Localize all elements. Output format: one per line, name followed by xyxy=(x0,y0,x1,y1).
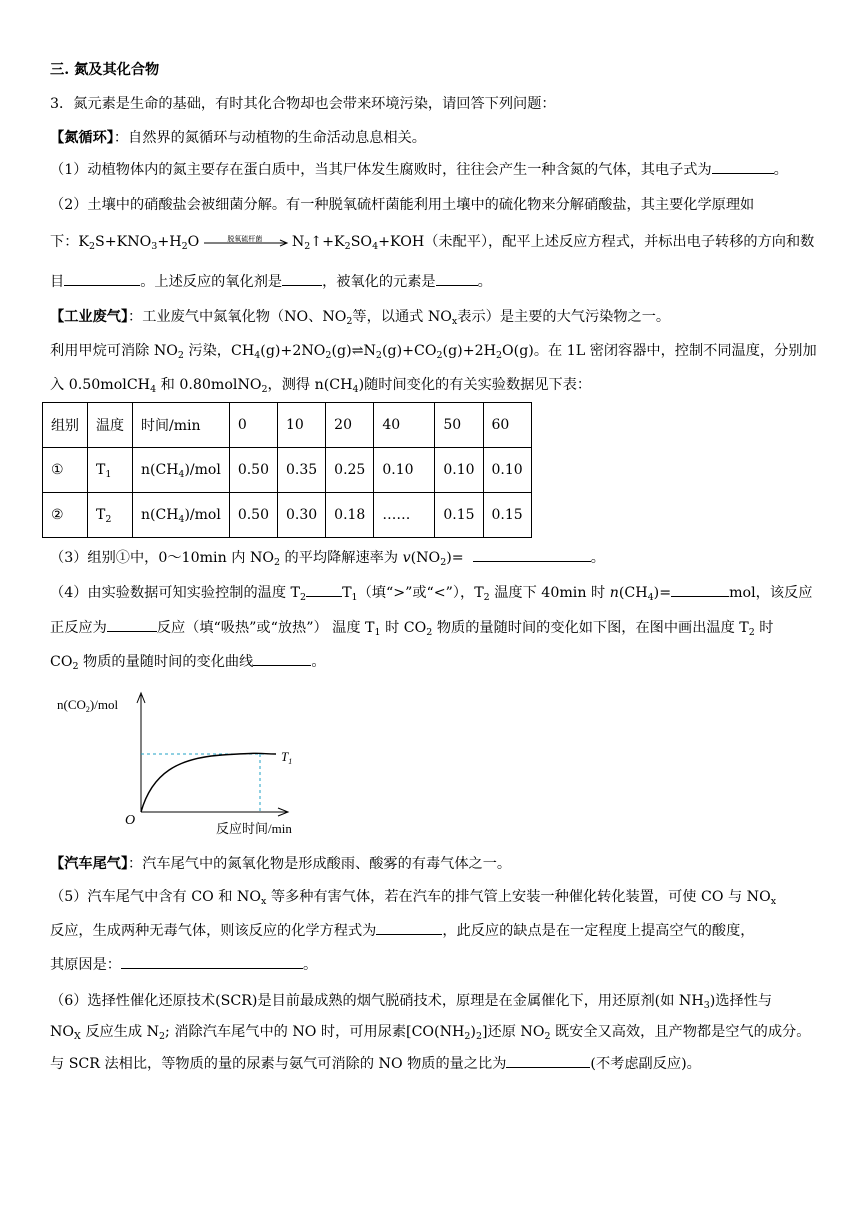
section-title: 三. 氮及其化合物 xyxy=(50,62,160,78)
table-cell xyxy=(88,448,133,493)
sub: 3 xyxy=(151,241,158,252)
text: )= xyxy=(653,585,672,601)
sub: 2 xyxy=(475,1031,483,1042)
sub: 2 xyxy=(426,627,433,638)
table-cell: 0.15 xyxy=(483,493,531,538)
part4-line1 xyxy=(50,583,812,603)
text: 目 xyxy=(50,274,65,290)
table-cell: 0.10 xyxy=(483,448,531,493)
table-cell: …… xyxy=(374,493,435,538)
table-cell: 0.30 xyxy=(278,493,326,538)
industry-line1 xyxy=(50,307,670,327)
sub: 2 xyxy=(464,1031,471,1042)
table-cell: ① xyxy=(43,448,88,493)
answer-blank-4a[interactable] xyxy=(306,583,342,597)
text: ) xyxy=(470,1024,476,1040)
part6-line1 xyxy=(50,991,772,1011)
text: （4）由实验数据可知实验控制的温度 T xyxy=(50,585,301,601)
text: 时 CO xyxy=(380,620,427,636)
text: 等，以通式 NO xyxy=(352,309,452,325)
table-header-cell: 0 xyxy=(229,403,277,448)
origin-label: O xyxy=(125,813,136,828)
x-axis-label: 反应时间/min xyxy=(216,821,292,836)
table-header-cell: 50 xyxy=(435,403,483,448)
sub: 2 xyxy=(177,350,184,361)
text: 反应生成 N xyxy=(80,1024,159,1040)
question-intro: 3．氮元素是生命的基础，有时其化合物却也会带来环境污染，请回答下列问题： xyxy=(50,96,556,112)
sub: 2 xyxy=(181,241,188,252)
table-cell xyxy=(88,493,133,538)
table-header-row xyxy=(43,403,532,448)
sub: 4 xyxy=(372,241,379,252)
table-cell: ② xyxy=(43,493,88,538)
table-cell: 0.10 xyxy=(435,448,483,493)
text: ，被氧化的元素是 xyxy=(322,274,436,290)
table-row xyxy=(43,493,532,538)
part2-line1: （2）土壤中的硝酸盐会被细菌分解。有一种脱氧硫杆菌能利用土壤中的硫化物来分解硝酸盐，其主要化学原理如 xyxy=(50,197,755,213)
text: ，此反应的缺点是在一定程度上提高空气的酸度， xyxy=(442,923,755,939)
sub: 2 xyxy=(274,557,281,568)
sub: 1 xyxy=(105,469,112,480)
part5-line1 xyxy=(50,887,776,907)
table-cell: 0.50 xyxy=(229,493,277,538)
sub: 2 xyxy=(72,661,79,672)
sub: 2 xyxy=(344,241,351,252)
text: )随时间变化的有关实验数据见下表： xyxy=(358,377,592,393)
text: )选择性与 xyxy=(709,993,773,1009)
text: 和 0.80molNO xyxy=(156,377,262,393)
table-header-cell: 60 xyxy=(483,403,531,448)
reaction-arrow xyxy=(204,235,292,249)
text: T xyxy=(342,585,352,601)
part6-line2 xyxy=(50,1022,810,1042)
sub: 2 xyxy=(748,627,755,638)
sub: 2 xyxy=(325,350,332,361)
data-table xyxy=(42,402,532,538)
cell-text: T xyxy=(96,507,106,523)
text: ：工业废气中氮氧化物（NO、NO xyxy=(128,309,347,325)
text: (g)+2H xyxy=(442,343,496,359)
table-cell: 0.18 xyxy=(326,493,374,538)
sub: 2 xyxy=(105,514,112,525)
table-cell xyxy=(133,448,230,493)
text: (g) xyxy=(331,343,352,359)
table-header-cell: 40 xyxy=(374,403,435,448)
table-cell: 0.10 xyxy=(374,448,435,493)
cell-text: T xyxy=(96,462,106,478)
nitrogen-cycle-heading: 【氮循环】 xyxy=(50,130,114,146)
text: mol，该反应 xyxy=(729,585,813,601)
text: CO xyxy=(50,654,73,670)
arrow-condition-label: 脱氧硫杆菌 xyxy=(227,235,263,243)
text: )= xyxy=(446,550,464,566)
text: ]还原 NO xyxy=(482,1024,545,1040)
part3-line xyxy=(50,548,605,568)
answer-blank-3[interactable] xyxy=(473,548,591,562)
car-exhaust-heading: 【汽车尾气】 xyxy=(50,856,129,872)
sub: 3 xyxy=(703,1000,710,1011)
answer-blank-6[interactable] xyxy=(506,1054,590,1068)
sub: 2 xyxy=(436,350,443,361)
sub: 4 xyxy=(254,350,261,361)
answer-blank-5b[interactable] xyxy=(121,955,303,969)
table-cell: 0.35 xyxy=(278,448,326,493)
part4-line3 xyxy=(50,652,326,672)
sub: 4 xyxy=(150,384,157,395)
text: ，测得 n(CH xyxy=(267,377,353,393)
text: 正反应为 xyxy=(50,620,107,636)
part1-end: 。 xyxy=(773,162,788,178)
table-cell xyxy=(133,493,230,538)
part4-line2 xyxy=(50,618,773,638)
part2-line3 xyxy=(50,272,492,292)
text: 等多种有害气体，若在汽车的排气管上安装一种催化转化装置，可使 CO 与 NO xyxy=(266,889,771,905)
table-header-cell: 时间/min xyxy=(133,403,230,448)
industry-line2 xyxy=(50,341,817,361)
eq-text: N xyxy=(291,234,305,250)
sub: 2 xyxy=(483,592,490,603)
text: 温度下 40min 时 xyxy=(489,585,610,601)
text: 的平均降解速率为 xyxy=(280,550,403,566)
text: 。 xyxy=(311,654,326,670)
arrow-icon xyxy=(204,239,292,247)
industry-line3 xyxy=(50,375,591,395)
table-header-cell: 10 xyxy=(278,403,326,448)
text: 利用甲烷可消除 NO xyxy=(50,343,178,359)
text: 。上述反应的氧化剂是 xyxy=(140,274,283,290)
y-axis-label: $n(CO_2)$/mol xyxy=(57,697,119,714)
text: 反应，生成两种无毒气体，则该反应的化学方程式为 xyxy=(50,923,377,939)
text: (g)+2NO xyxy=(260,343,326,359)
text: （6）选择性催化还原技术(SCR)是目前最成熟的烟气脱硝技术，原理是在金属催化下，用还原剂(如 NH xyxy=(50,993,704,1009)
table-cell: 0.50 xyxy=(229,448,277,493)
part1-text: （1）动植物体内的氮主要存在蛋白质中，当其尸体发生腐败时，往往会产生一种含氮的气体，其电子式为 xyxy=(50,162,712,178)
text: 表示）是主要的大气污染物之一。 xyxy=(457,309,671,325)
part1-line xyxy=(50,160,788,180)
answer-blank-4b[interactable] xyxy=(671,583,729,597)
sub: x xyxy=(770,896,777,907)
sub: x xyxy=(451,316,458,327)
equilibrium-icon: ⇌ xyxy=(351,343,364,359)
text: 反应（填“吸热”或“放热”） 温度 T xyxy=(156,620,375,636)
eq-text: +KOH（未配平），配平上述反应方程式，并标出电子转移的方向和数 xyxy=(378,234,815,250)
answer-blank-2b[interactable] xyxy=(282,272,322,286)
table-cell: 0.15 xyxy=(435,493,483,538)
t1-curve xyxy=(141,753,276,812)
text: 。 xyxy=(590,550,605,566)
co2-time-graph xyxy=(50,687,320,839)
text: ：汽车尾气中的氮氧化物是形成酸雨、酸雾的有毒气体之一。 xyxy=(128,856,512,872)
sub: 2 xyxy=(300,592,307,603)
sub: 2 xyxy=(440,557,447,568)
text: 与 SCR 法相比，等物质的量的尿素与氨气可消除的 NO 物质的量之比为 xyxy=(50,1056,507,1072)
sub: 2 xyxy=(159,1031,166,1042)
sub: 1 xyxy=(374,627,381,638)
industry-heading: 【工业废气】 xyxy=(50,309,129,325)
table-cell: 0.25 xyxy=(326,448,374,493)
cell-text: n(CH xyxy=(141,462,179,478)
eq-text: O xyxy=(187,234,200,250)
text: (NO xyxy=(410,550,441,566)
answer-blank-1[interactable] xyxy=(712,160,774,174)
text: (不考虑副反应)。 xyxy=(590,1056,701,1072)
text: （5）汽车尾气中含有 CO 和 NO xyxy=(50,889,261,905)
text: 。 xyxy=(477,274,492,290)
text: 。 xyxy=(302,957,318,973)
text: (g)+CO xyxy=(381,343,437,359)
cell-text: )/mol xyxy=(184,462,221,478)
eq-text: ↑+K xyxy=(310,234,345,250)
nitrogen-cycle-line xyxy=(50,128,426,148)
sub: 2 xyxy=(346,316,353,327)
sub: 2 xyxy=(496,350,503,361)
text: 时 xyxy=(754,620,774,636)
text: （3）组别①中，0～10min 内 NO xyxy=(50,550,274,566)
sub: 2 xyxy=(88,241,96,252)
part2-line2 xyxy=(50,232,814,252)
text: 其原因是： xyxy=(50,957,121,973)
part6-line3 xyxy=(50,1054,701,1074)
part5-line3 xyxy=(50,955,317,975)
answer-blank-4d[interactable] xyxy=(253,652,311,666)
eq-text: +H xyxy=(157,234,182,250)
text: n xyxy=(609,585,619,601)
sub: 1 xyxy=(351,592,358,603)
text: (CH xyxy=(618,585,648,601)
curve-label-t1: $T_1$ xyxy=(281,749,293,766)
eq-text: SO xyxy=(350,234,373,250)
answer-blank-4c[interactable] xyxy=(107,618,157,632)
text: 既安全又高效，且产物都是空气的成分。 xyxy=(550,1024,811,1040)
text: 入 0.50molCH xyxy=(50,377,151,393)
text: N xyxy=(363,343,376,359)
sub: x xyxy=(260,896,267,907)
table-header-cell: 温度 xyxy=(88,403,133,448)
text: NO xyxy=(50,1024,75,1040)
sub: 2 xyxy=(304,241,311,252)
text: v xyxy=(402,550,411,566)
table-row xyxy=(43,448,532,493)
cell-text: )/mol xyxy=(184,507,221,523)
sub: X xyxy=(74,1031,81,1042)
eq-text: 下：K xyxy=(50,234,89,250)
sub: 4 xyxy=(352,384,359,395)
part5-line2 xyxy=(50,921,754,941)
car-exhaust-line xyxy=(50,854,511,874)
sub: 2 xyxy=(261,384,268,395)
sub: 4 xyxy=(647,592,654,603)
sub: 2 xyxy=(544,1031,551,1042)
table-header-cell: 组别 xyxy=(43,403,88,448)
answer-blank-2c[interactable] xyxy=(436,272,478,286)
text: （填“>”或“<”），T xyxy=(357,585,484,601)
text: ; 消除汽车尾气中的 NO 时，可用尿素[CO(NH xyxy=(165,1024,465,1040)
text: 物质的量随时间的变化曲线 xyxy=(78,654,254,670)
cell-text: n(CH xyxy=(141,507,179,523)
sub: 2 xyxy=(375,350,382,361)
text: O(g)。在 1L 密闭容器中，控制不同温度，分别加 xyxy=(502,343,817,359)
sub: 4 xyxy=(178,469,185,480)
answer-blank-5a[interactable] xyxy=(376,921,442,935)
eq-text: S+KNO xyxy=(95,234,152,250)
sub: 4 xyxy=(178,514,185,525)
nitrogen-cycle-text: ：自然界的氮循环与动植物的生命活动息息相关。 xyxy=(113,130,426,146)
text: 污染，CH xyxy=(183,343,255,359)
table-header-cell: 20 xyxy=(326,403,374,448)
answer-blank-2a[interactable] xyxy=(64,272,140,286)
text: 物质的量随时间的变化如下图，在图中画出温度 T xyxy=(432,620,749,636)
